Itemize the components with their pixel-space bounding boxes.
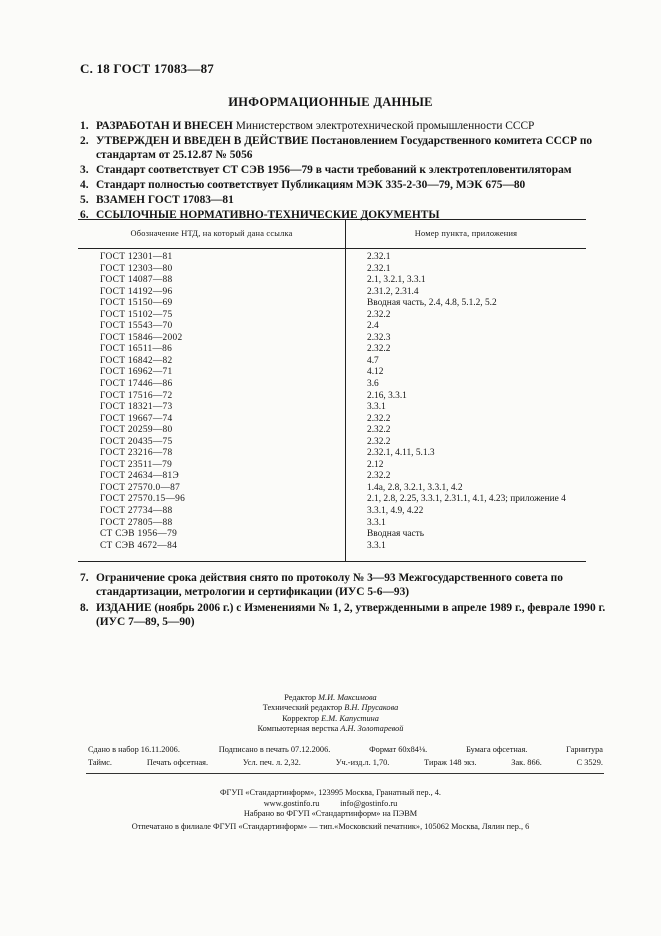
- item-number: 8.: [80, 602, 89, 614]
- table-row: [78, 321, 586, 333]
- table-row: [78, 460, 586, 472]
- info-list-continued: [80, 571, 620, 631]
- publisher-address: ФГУП «Стандартинформ», 123995 Москва, Гранатный пер., 4.: [220, 788, 441, 797]
- table-row: [78, 448, 586, 460]
- credit-role: Редактор: [284, 693, 317, 702]
- table-row: [78, 391, 586, 403]
- clause-reference: 2.4: [367, 321, 379, 332]
- table-row: [78, 518, 586, 530]
- clause-reference: 2.32.2: [367, 413, 391, 424]
- imprint-field: С 3529.: [576, 757, 603, 767]
- credit-role: Технический редактор: [262, 703, 343, 713]
- clause-reference: 3.6: [367, 379, 379, 390]
- credit-line: [0, 703, 661, 713]
- credit-line: [0, 724, 661, 734]
- info-item-7: [80, 571, 620, 599]
- item-text: ИЗДАНИЕ (ноябрь 2006 г.) с Изменениями № 1, 2, утвержденными в апреле 1989 г., феврале 1990 г. (ИУС 7—89, 5—90): [96, 602, 606, 628]
- item-lead: ССЫЛОЧНЫЕ НОРМАТИВНО-ТЕХНИЧЕСКИЕ ДОКУМЕНТЫ: [96, 209, 440, 221]
- clause-reference: Вводная часть, 2.4, 4.8, 5.1.2, 5.2: [367, 298, 497, 309]
- clause-reference: 2.16, 3.3.1: [367, 390, 407, 401]
- standard-designation: ГОСТ 24634—81Э: [100, 471, 179, 482]
- standard-designation: ГОСТ 20259—80: [100, 425, 173, 436]
- info-list: [80, 119, 620, 223]
- info-item-4: [80, 178, 620, 192]
- item-lead: РАЗРАБОТАН И ВНЕСЕН: [96, 120, 233, 132]
- imprint-line-1: [88, 744, 603, 757]
- clause-reference: 3.3.1: [367, 517, 386, 528]
- table-row: [78, 356, 586, 368]
- table-row: [78, 414, 586, 426]
- item-text: Постановлением Государственного комитета СССР по стандартам от 25.12.87 № 5056: [96, 135, 593, 161]
- publisher-web: www.gostinfo.ru info@gostinfo.ru: [263, 798, 398, 808]
- table-row: [78, 367, 586, 379]
- item-number: 4.: [80, 179, 89, 191]
- credit-line: [0, 693, 661, 703]
- table-row: [78, 252, 586, 264]
- imprint-field: Гарнитура: [566, 745, 603, 754]
- clause-reference: 2.12: [367, 459, 384, 470]
- item-lead: ВЗАМЕН ГОСТ 17083—81: [96, 194, 234, 206]
- clause-reference: 2.32.2: [367, 344, 391, 355]
- standard-designation: ГОСТ 19667—74: [100, 413, 173, 424]
- item-number: 6.: [80, 209, 89, 221]
- imprint-field: Бумага офсетная.: [466, 745, 528, 754]
- page-header: С. 18 ГОСТ 17083—87: [80, 61, 214, 76]
- table-row: [78, 506, 586, 518]
- section-title: ИНФОРМАЦИОННЫЕ ДАННЫЕ: [228, 95, 433, 109]
- imprint-line-2: [88, 757, 603, 770]
- clause-reference: 2.31.2, 2.31.4: [367, 286, 419, 297]
- table-row: [78, 344, 586, 356]
- info-item-8: [80, 601, 620, 629]
- print-imprint: [88, 744, 603, 769]
- imprint-field: Печать офсетная.: [146, 757, 209, 767]
- standard-designation: ГОСТ 20435—75: [100, 436, 173, 447]
- info-item-2: [80, 134, 620, 162]
- clause-reference: 2.32.1: [367, 263, 391, 274]
- item-lead: УТВЕРЖДЕН И ВВЕДЕН В ДЕЙСТВИЕ: [96, 135, 309, 147]
- column-header-designation: Обозначение НТД, на который дана ссылка: [130, 229, 293, 238]
- standard-designation: ГОСТ 16962—71: [100, 367, 173, 378]
- table-row: [78, 541, 586, 553]
- publisher-printer: Отпечатано в филиале ФГУП «Стандартинформ» — тип.«Московский печатник», 105062 Москва, Лялин пер., 6: [131, 821, 530, 831]
- table-row: [78, 494, 586, 506]
- standard-designation: ГОСТ 12303—80: [100, 263, 173, 274]
- info-item-1: [80, 119, 620, 133]
- table-row: [78, 287, 586, 299]
- standard-designation: ГОСТ 15102—75: [100, 309, 173, 320]
- item-number: 3.: [80, 164, 89, 176]
- imprint-field: Тираж 148 экз.: [424, 757, 477, 767]
- item-text: Ограничение срока действия снято по протоколу № 3—93 Межгосударственного совета по стандартизации, метрологии и сертификации (ИУС 5-6—93): [96, 572, 563, 598]
- imprint-field: Таймс.: [88, 757, 112, 767]
- standard-designation: ГОСТ 27570.0—87: [100, 482, 181, 493]
- standard-designation: ГОСТ 27570.15—96: [100, 494, 186, 505]
- clause-reference: 2.32.1, 4.11, 5.1.3: [367, 448, 435, 459]
- item-text: Стандарт соответствует СТ СЭВ 1956—79 в части требований к электротепловентиляторам: [96, 164, 572, 176]
- clause-reference: 2.32.2: [367, 309, 391, 320]
- standard-designation: ГОСТ 15846—2002: [100, 332, 183, 343]
- editorial-credits: [0, 693, 661, 735]
- clause-reference: 2.32.2: [367, 425, 391, 436]
- table-row: [78, 298, 586, 310]
- clause-reference: 4.12: [367, 367, 384, 378]
- standard-designation: ГОСТ 15543—70: [100, 321, 173, 332]
- standard-designation: ГОСТ 27734—88: [100, 506, 173, 517]
- item-text: Министерством электротехнической промышленности СССР: [232, 120, 535, 132]
- item-number: 5.: [80, 194, 89, 206]
- credit-name: М.И. Максимова: [318, 693, 377, 702]
- credit-name: А.Н. Золотаревой: [340, 724, 404, 734]
- standard-designation: ГОСТ 23511—79: [100, 459, 173, 470]
- item-number: 1.: [80, 120, 89, 132]
- clause-reference: 1.4а, 2.8, 3.2.1, 3.3.1, 4.2: [367, 482, 463, 493]
- clause-reference: 3.3.1, 4.9, 4.22: [367, 506, 424, 517]
- standard-designation: ГОСТ 15150—69: [100, 298, 173, 309]
- table-body: [78, 252, 586, 552]
- table-row: [78, 275, 586, 287]
- credit-name: В.Н. Прусакова: [344, 703, 399, 713]
- credit-role: Компьютерная верстка: [257, 724, 339, 734]
- publisher-info: [0, 788, 661, 832]
- credit-line: [0, 714, 661, 724]
- table-row: [78, 379, 586, 391]
- imprint-field: Усл. печ. л. 2,32.: [242, 757, 301, 767]
- table-row: [78, 425, 586, 437]
- standard-designation: ГОСТ 14087—88: [100, 275, 173, 286]
- info-item-3: [80, 163, 620, 177]
- standard-designation: ГОСТ 23216—78: [100, 448, 173, 459]
- standard-designation: ГОСТ 12301—81: [100, 252, 173, 262]
- table-row: [78, 529, 586, 541]
- header-rule: [78, 248, 586, 249]
- imprint-field: Уч.-изд.л. 1,70.: [335, 757, 390, 767]
- clause-reference: 2.1, 3.2.1, 3.3.1: [367, 275, 426, 286]
- table-row: [78, 402, 586, 414]
- clause-reference: 2.32.2: [367, 471, 391, 482]
- standard-designation: ГОСТ 16842—82: [100, 355, 173, 366]
- standard-designation: ГОСТ 14192—96: [100, 286, 173, 297]
- clause-reference: 2.1, 2.8, 2.25, 3.3.1, 2.31.1, 4.1, 4.23; приложение 4: [367, 494, 566, 505]
- item-text: Стандарт полностью соответствует Публикациям МЭК 335-2-30—79, МЭК 675—80: [96, 179, 526, 191]
- imprint-field: Сдано в набор 16.11.2006.: [88, 745, 180, 754]
- standard-designation: ГОСТ 16511—86: [100, 344, 173, 355]
- credit-role: Корректор: [282, 713, 320, 723]
- clause-reference: 4.7: [367, 355, 379, 366]
- clause-reference: 3.3.1: [367, 402, 386, 413]
- table-row: [78, 310, 586, 322]
- info-item-5: [80, 193, 620, 207]
- standard-designation: СТ СЭВ 4672—84: [100, 540, 178, 551]
- credit-name: Е.М. Капустина: [321, 713, 379, 723]
- table-row: [78, 471, 586, 483]
- reference-table: [78, 219, 586, 562]
- clause-reference: 3.3.1: [367, 540, 386, 551]
- clause-reference: 2.32.1: [367, 252, 391, 262]
- imprint-field: Подписано в печать 07.12.2006.: [218, 745, 331, 754]
- imprint-field: Зак. 866.: [511, 757, 542, 767]
- item-number: 7.: [80, 572, 89, 584]
- imprint-field: Формат 60x84⅛.: [369, 745, 428, 754]
- clause-reference: 2.32.3: [367, 332, 391, 343]
- table-row: [78, 333, 586, 345]
- item-number: 2.: [80, 135, 89, 147]
- publisher-typeset: Набрано во ФГУП «Стандартинформ» на ПЭВМ: [243, 809, 418, 818]
- standard-designation: СТ СЭВ 1956—79: [100, 529, 178, 540]
- table-row: [78, 264, 586, 276]
- table-row: [78, 437, 586, 449]
- table-row: [78, 483, 586, 495]
- column-header-clause: Номер пункта, приложения: [414, 229, 518, 238]
- standard-designation: ГОСТ 17516—72: [100, 390, 173, 401]
- standard-designation: ГОСТ 27805—88: [100, 517, 173, 528]
- standard-designation: ГОСТ 18321—73: [100, 402, 173, 413]
- standard-designation: ГОСТ 17446—86: [100, 379, 173, 390]
- imprint-divider: [86, 773, 604, 774]
- clause-reference: 2.32.2: [367, 436, 391, 447]
- clause-reference: Вводная часть: [367, 529, 425, 540]
